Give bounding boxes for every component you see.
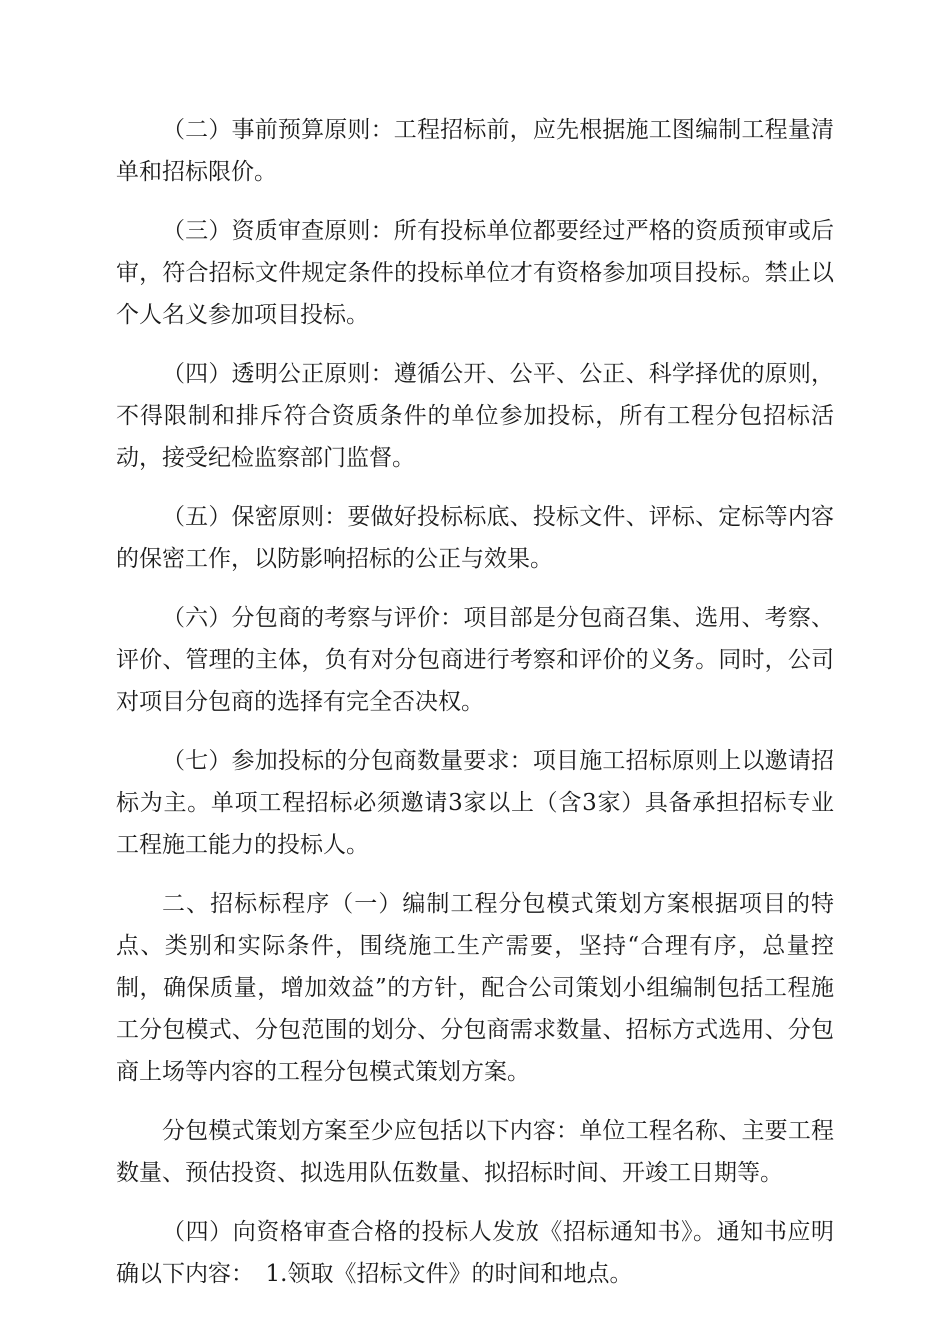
document-body: [116, 109, 834, 1312]
paragraph-qualification-review: （三）资质审查原则：所有投标单位都要经过严格的资质预审或后审，符合招标文件规定条件的投标单位才有资格参加项目投标。禁止以个人名义参加项目投标。: [116, 218, 834, 328]
paragraph-plan-contents: 分包模式策划方案至少应包括以下内容：单位工程名称、主要工程数量、预估投资、拟选用队伍数量、拟招标时间、开竣工日期等。: [116, 1118, 834, 1186]
paragraph-budget-principle: （二）事前预算原则：工程招标前，应先根据施工图编制工程量清单和招标限价。: [116, 117, 834, 185]
paragraph-bidding-procedure: 二、招标标程序（一）编制工程分包模式策划方案根据项目的特点、类别和实际条件，围绕施工生产需要，坚持“合理有序，总量控制，确保质量，增加效益”的方针，配合公司策划小组编制包括工程施工分包模式、分包范围的划分、分包商需求数量、招标方式选用、分包商上场等内容的工程分包模式策划方案。: [116, 891, 834, 1085]
paragraph-subcontractor-evaluation: （六）分包商的考察与评价：项目部是分包商召集、选用、考察、评价、管理的主体，负有对分包商进行考察和评价的义务。同时，公司对项目分包商的选择有完全否决权。: [116, 605, 834, 715]
paragraph-transparency-principle: （四）透明公正原则：遵循公开、公平、公正、科学择优的原则，不得限制和排斥符合资质条件的单位参加投标，所有工程分包招标活动，接受纪检监察部门监督。: [116, 361, 834, 471]
paragraph-confidentiality-principle: （五）保密原则：要做好投标标底、投标文件、评标、定标等内容的保密工作，以防影响招标的公正与效果。: [116, 504, 834, 572]
paragraph-bid-notice: （四）向资格审查合格的投标人发放《招标通知书》。通知书应明确以下内容： 1.领取《招标文件》的时间和地点。: [116, 1219, 834, 1287]
paragraph-bidder-quantity: （七）参加投标的分包商数量要求：项目施工招标原则上以邀请招标为主。单项工程招标必须邀请3家以上（含3家）具备承担招标专业工程施工能力的投标人。: [116, 748, 834, 858]
